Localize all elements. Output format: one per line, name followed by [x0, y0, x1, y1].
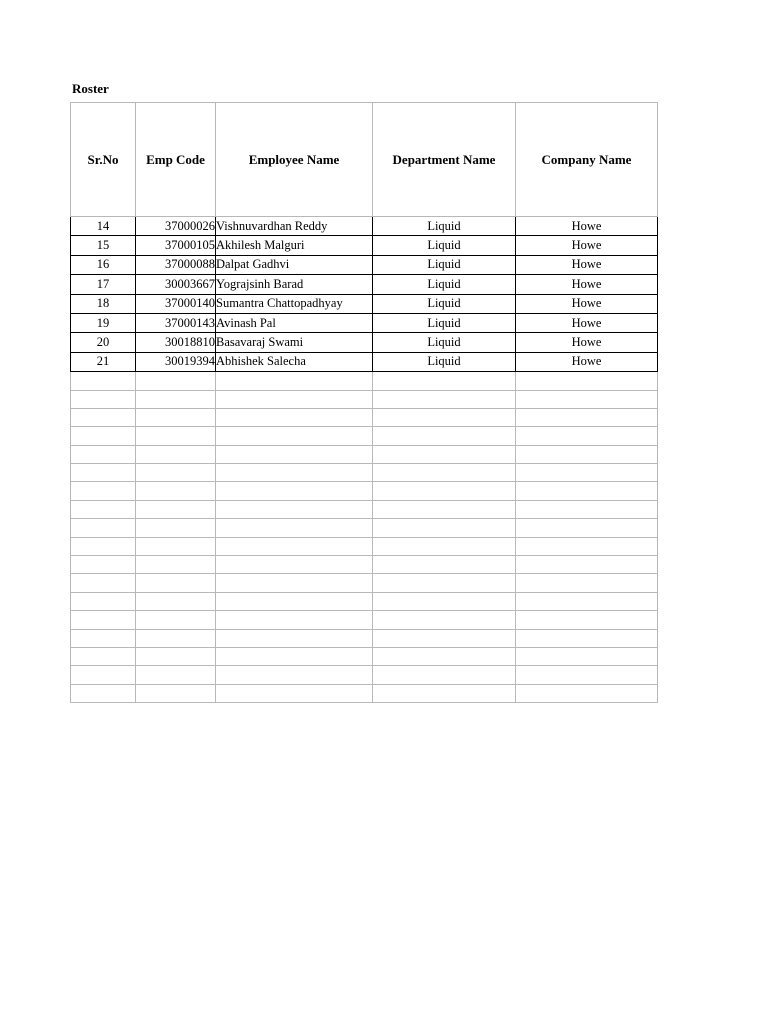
- empty-cell: [373, 408, 516, 426]
- empty-cell: [136, 445, 216, 463]
- empty-cell: [71, 390, 136, 408]
- empty-cell: [136, 574, 216, 592]
- cell-emp-code: 30003667: [136, 275, 216, 294]
- table-row: [71, 255, 658, 274]
- empty-cell: [373, 427, 516, 445]
- empty-cell: [373, 537, 516, 555]
- empty-cell: [373, 647, 516, 665]
- empty-cell: [373, 666, 516, 684]
- cell-company-name: Howe: [516, 275, 658, 294]
- empty-cell: [216, 556, 373, 574]
- empty-row: [71, 482, 658, 500]
- header-employee-name: Employee Name: [216, 103, 373, 217]
- empty-cell: [71, 666, 136, 684]
- empty-cell: [216, 464, 373, 482]
- cell-department-name: Liquid: [373, 217, 516, 236]
- empty-cell: [136, 372, 216, 390]
- cell-sr-no: 20: [71, 333, 136, 352]
- empty-row: [71, 445, 658, 463]
- empty-cell: [373, 684, 516, 702]
- empty-cell: [216, 390, 373, 408]
- cell-emp-code: 37000143: [136, 313, 216, 332]
- empty-cell: [516, 666, 658, 684]
- empty-cell: [373, 556, 516, 574]
- empty-cell: [373, 519, 516, 537]
- table-row: [71, 313, 658, 332]
- empty-cell: [216, 574, 373, 592]
- empty-cell: [216, 647, 373, 665]
- empty-row: [71, 372, 658, 390]
- empty-cell: [136, 666, 216, 684]
- empty-cell: [136, 556, 216, 574]
- cell-sr-no: 21: [71, 352, 136, 371]
- empty-cell: [71, 684, 136, 702]
- cell-company-name: Howe: [516, 313, 658, 332]
- roster-body: [71, 217, 658, 703]
- empty-cell: [216, 519, 373, 537]
- empty-cell: [373, 500, 516, 518]
- empty-cell: [516, 408, 658, 426]
- empty-cell: [373, 390, 516, 408]
- cell-employee-name: Basavaraj Swami: [216, 333, 373, 352]
- cell-department-name: Liquid: [373, 255, 516, 274]
- empty-row: [71, 592, 658, 610]
- empty-row: [71, 500, 658, 518]
- empty-cell: [216, 427, 373, 445]
- empty-cell: [136, 390, 216, 408]
- cell-emp-code: 30019394: [136, 352, 216, 371]
- empty-cell: [71, 592, 136, 610]
- empty-cell: [216, 537, 373, 555]
- header-row: [71, 103, 658, 217]
- empty-cell: [373, 592, 516, 610]
- empty-cell: [516, 592, 658, 610]
- cell-emp-code: 37000105: [136, 236, 216, 255]
- empty-cell: [136, 500, 216, 518]
- empty-row: [71, 574, 658, 592]
- empty-cell: [136, 611, 216, 629]
- cell-company-name: Howe: [516, 255, 658, 274]
- empty-cell: [71, 519, 136, 537]
- empty-row: [71, 666, 658, 684]
- empty-cell: [516, 500, 658, 518]
- table-row: [71, 217, 658, 236]
- empty-cell: [136, 684, 216, 702]
- cell-employee-name: Avinash Pal: [216, 313, 373, 332]
- cell-employee-name: Akhilesh Malguri: [216, 236, 373, 255]
- empty-cell: [136, 427, 216, 445]
- empty-cell: [373, 629, 516, 647]
- empty-cell: [71, 500, 136, 518]
- empty-cell: [516, 684, 658, 702]
- cell-sr-no: 14: [71, 217, 136, 236]
- empty-cell: [216, 482, 373, 500]
- empty-cell: [516, 390, 658, 408]
- cell-emp-code: 37000088: [136, 255, 216, 274]
- empty-row: [71, 684, 658, 702]
- cell-department-name: Liquid: [373, 352, 516, 371]
- cell-company-name: Howe: [516, 236, 658, 255]
- table-row: [71, 352, 658, 371]
- header-department-name: Department Name: [373, 103, 516, 217]
- table-row: [71, 236, 658, 255]
- cell-company-name: Howe: [516, 294, 658, 313]
- empty-row: [71, 629, 658, 647]
- roster-table: [70, 102, 658, 703]
- empty-row: [71, 408, 658, 426]
- empty-cell: [71, 464, 136, 482]
- empty-row: [71, 519, 658, 537]
- empty-row: [71, 556, 658, 574]
- table-row: [71, 333, 658, 352]
- empty-cell: [516, 372, 658, 390]
- empty-cell: [516, 427, 658, 445]
- empty-cell: [516, 464, 658, 482]
- empty-cell: [516, 574, 658, 592]
- empty-cell: [71, 629, 136, 647]
- empty-cell: [216, 372, 373, 390]
- cell-department-name: Liquid: [373, 294, 516, 313]
- empty-row: [71, 427, 658, 445]
- cell-sr-no: 17: [71, 275, 136, 294]
- empty-cell: [136, 537, 216, 555]
- cell-employee-name: Yograjsinh Barad: [216, 275, 373, 294]
- empty-cell: [516, 537, 658, 555]
- empty-cell: [71, 427, 136, 445]
- empty-row: [71, 464, 658, 482]
- empty-cell: [216, 445, 373, 463]
- empty-cell: [216, 500, 373, 518]
- empty-cell: [216, 611, 373, 629]
- empty-cell: [136, 464, 216, 482]
- empty-cell: [71, 482, 136, 500]
- empty-cell: [516, 445, 658, 463]
- cell-department-name: Liquid: [373, 236, 516, 255]
- empty-row: [71, 611, 658, 629]
- empty-cell: [516, 519, 658, 537]
- document-title: Roster: [72, 81, 109, 96]
- empty-cell: [373, 445, 516, 463]
- cell-company-name: Howe: [516, 352, 658, 371]
- empty-cell: [516, 629, 658, 647]
- header-company-name: Company Name: [516, 103, 658, 217]
- header-sr-no: Sr.No: [71, 103, 136, 217]
- cell-department-name: Liquid: [373, 333, 516, 352]
- empty-row: [71, 537, 658, 555]
- empty-cell: [216, 629, 373, 647]
- cell-employee-name: Dalpat Gadhvi: [216, 255, 373, 274]
- empty-cell: [136, 647, 216, 665]
- cell-employee-name: Sumantra Chattopadhyay: [216, 294, 373, 313]
- empty-cell: [71, 408, 136, 426]
- empty-cell: [373, 611, 516, 629]
- empty-cell: [373, 464, 516, 482]
- cell-emp-code: 30018810: [136, 333, 216, 352]
- table-row: [71, 294, 658, 313]
- empty-cell: [136, 519, 216, 537]
- empty-cell: [136, 592, 216, 610]
- cell-employee-name: Abhishek Salecha: [216, 352, 373, 371]
- cell-emp-code: 37000026: [136, 217, 216, 236]
- cell-employee-name: Vishnuvardhan Reddy: [216, 217, 373, 236]
- empty-cell: [216, 408, 373, 426]
- header-emp-code: Emp Code: [136, 103, 216, 217]
- empty-cell: [71, 445, 136, 463]
- empty-cell: [373, 372, 516, 390]
- empty-cell: [216, 666, 373, 684]
- empty-cell: [216, 684, 373, 702]
- empty-cell: [516, 556, 658, 574]
- empty-cell: [136, 408, 216, 426]
- cell-sr-no: 15: [71, 236, 136, 255]
- empty-cell: [71, 372, 136, 390]
- empty-cell: [136, 482, 216, 500]
- empty-cell: [216, 592, 373, 610]
- empty-row: [71, 647, 658, 665]
- empty-cell: [136, 629, 216, 647]
- empty-cell: [516, 647, 658, 665]
- empty-cell: [71, 611, 136, 629]
- empty-cell: [71, 556, 136, 574]
- empty-cell: [71, 647, 136, 665]
- empty-cell: [71, 537, 136, 555]
- cell-department-name: Liquid: [373, 275, 516, 294]
- empty-cell: [516, 611, 658, 629]
- empty-cell: [373, 574, 516, 592]
- table-row: [71, 275, 658, 294]
- cell-company-name: Howe: [516, 333, 658, 352]
- empty-cell: [373, 482, 516, 500]
- empty-cell: [516, 482, 658, 500]
- cell-sr-no: 16: [71, 255, 136, 274]
- cell-emp-code: 37000140: [136, 294, 216, 313]
- cell-sr-no: 19: [71, 313, 136, 332]
- cell-department-name: Liquid: [373, 313, 516, 332]
- cell-company-name: Howe: [516, 217, 658, 236]
- empty-row: [71, 390, 658, 408]
- empty-cell: [71, 574, 136, 592]
- cell-sr-no: 18: [71, 294, 136, 313]
